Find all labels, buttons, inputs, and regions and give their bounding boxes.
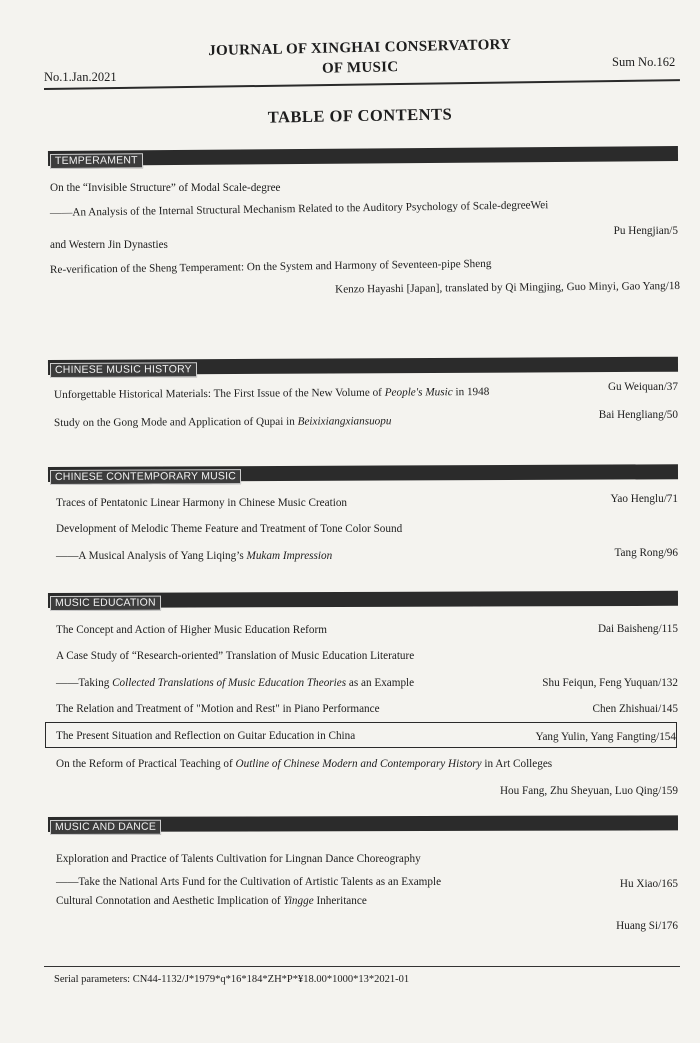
section-label-chinese-music-history: CHINESE MUSIC HISTORY [50,362,197,378]
section-bar-chinese-music-history [48,357,678,375]
section-bar-music-and-dance [48,815,678,832]
toc-author: Yao Henglu/71 [610,493,678,505]
serial-parameters: Serial parameters: CN44-1132/J*1979*q*16*184*ZH*P*¥18.00*1000*13*2021-01 [54,974,410,985]
toc-entry-line: Study on the Gong Mode and Application of Qupai in Beixixiangxiansuopu [53,415,392,429]
toc-author: Kenzo Hayashi [Japan], translated by Qi Mingjing, Guo Minyi, Gao Yang/18 [335,279,681,296]
toc-entry-line: Exploration and Practice of Talents Cultivation for Lingnan Dance Choreography [56,853,421,865]
toc-entry-line: Unforgettable Historical Materials: The First Issue of the New Volume of People's Music in 1948 [53,385,490,401]
toc-entry-line: The Relation and Treatment of "Motion and Rest" in Piano Performance [56,703,380,715]
toc-entry-line: A Case Study of “Research-oriented” Translation of Music Education Literature [56,650,415,662]
footer-rule [44,966,680,967]
toc-author: Hou Fang, Zhu Sheyuan, Luo Qing/159 [499,785,678,797]
section-label-chinese-contemporary-music: CHINESE CONTEMPORARY MUSIC [50,469,241,485]
journal-title [180,34,541,82]
toc-author: Gu Weiquan/37 [607,381,678,393]
toc-entry-line: ——Take the National Arts Fund for the Cultivation of Artistic Talents as an Example [56,876,442,888]
toc-entry-line: On the “Invisible Structure” of Modal Scale-degree [50,182,281,194]
toc-entry-line: ——A Musical Analysis of Yang Liqing’s Mukam Impression [56,550,333,562]
toc-entry-line: and Western Jin Dynasties [50,239,168,251]
toc-entry-line: Re-verification of the Sheng Temperament: On the System and Harmony of Seventeen-pipe Sheng [49,257,492,276]
toc-entry-line: The Concept and Action of Higher Music Education Reform [56,624,327,636]
toc-title: TABLE OF CONTENTS [267,104,453,127]
toc-author: Dai Baisheng/115 [597,623,678,635]
section-bar-music-education [48,591,678,608]
toc-author: Chen Zhishuai/145 [592,703,678,715]
toc-entry-line: On the Reform of Practical Teaching of Outline of Chinese Modern and Contemporary History in Art Colleges [56,758,553,770]
journal-title-line2: OF MUSIC [321,59,399,77]
section-bar-chinese-contemporary-music [48,464,678,482]
section-label-temperament: TEMPERAMENT [50,153,143,169]
section-label-music-education: MUSIC EDUCATION [50,596,161,611]
header-rule [44,79,680,89]
toc-author: Tang Rong/96 [614,547,678,559]
toc-entry-line: Development of Melodic Theme Feature and Treatment of Tone Color Sound [56,523,403,535]
issue-number: No.1.Jan.2021 [44,70,117,84]
toc-author: Hu Xiao/165 [619,878,678,890]
toc-author: Shu Feiqun, Feng Yuquan/132 [542,677,678,689]
toc-entry-line: Traces of Pentatonic Linear Harmony in Chinese Music Creation [56,497,348,509]
toc-author: Huang Si/176 [616,920,678,932]
toc-entry-line: ——An Analysis of the Internal Structural Mechanism Related to the Auditory Psychology of Scale-degreeWei [49,199,549,219]
toc-author: Bai Hengliang/50 [598,409,678,421]
section-bar-temperament [48,146,678,166]
section-label-music-and-dance: MUSIC AND DANCE [50,820,161,835]
journal-title-line1: JOURNAL OF XINGHAI CONSERVATORY [208,36,512,60]
toc-entry-line: Cultural Connotation and Aesthetic Implication of Yingge Inheritance [56,895,367,907]
toc-entry-line: ——Taking Collected Translations of Music Education Theories as an Example [56,677,415,689]
sum-number: Sum No.162 [612,55,676,69]
toc-author: Pu Hengjian/5 [613,225,678,237]
toc-author: Yang Yulin, Yang Fangting/154 [535,731,676,743]
toc-entry-line: The Present Situation and Reflection on Guitar Education in China [56,730,356,742]
